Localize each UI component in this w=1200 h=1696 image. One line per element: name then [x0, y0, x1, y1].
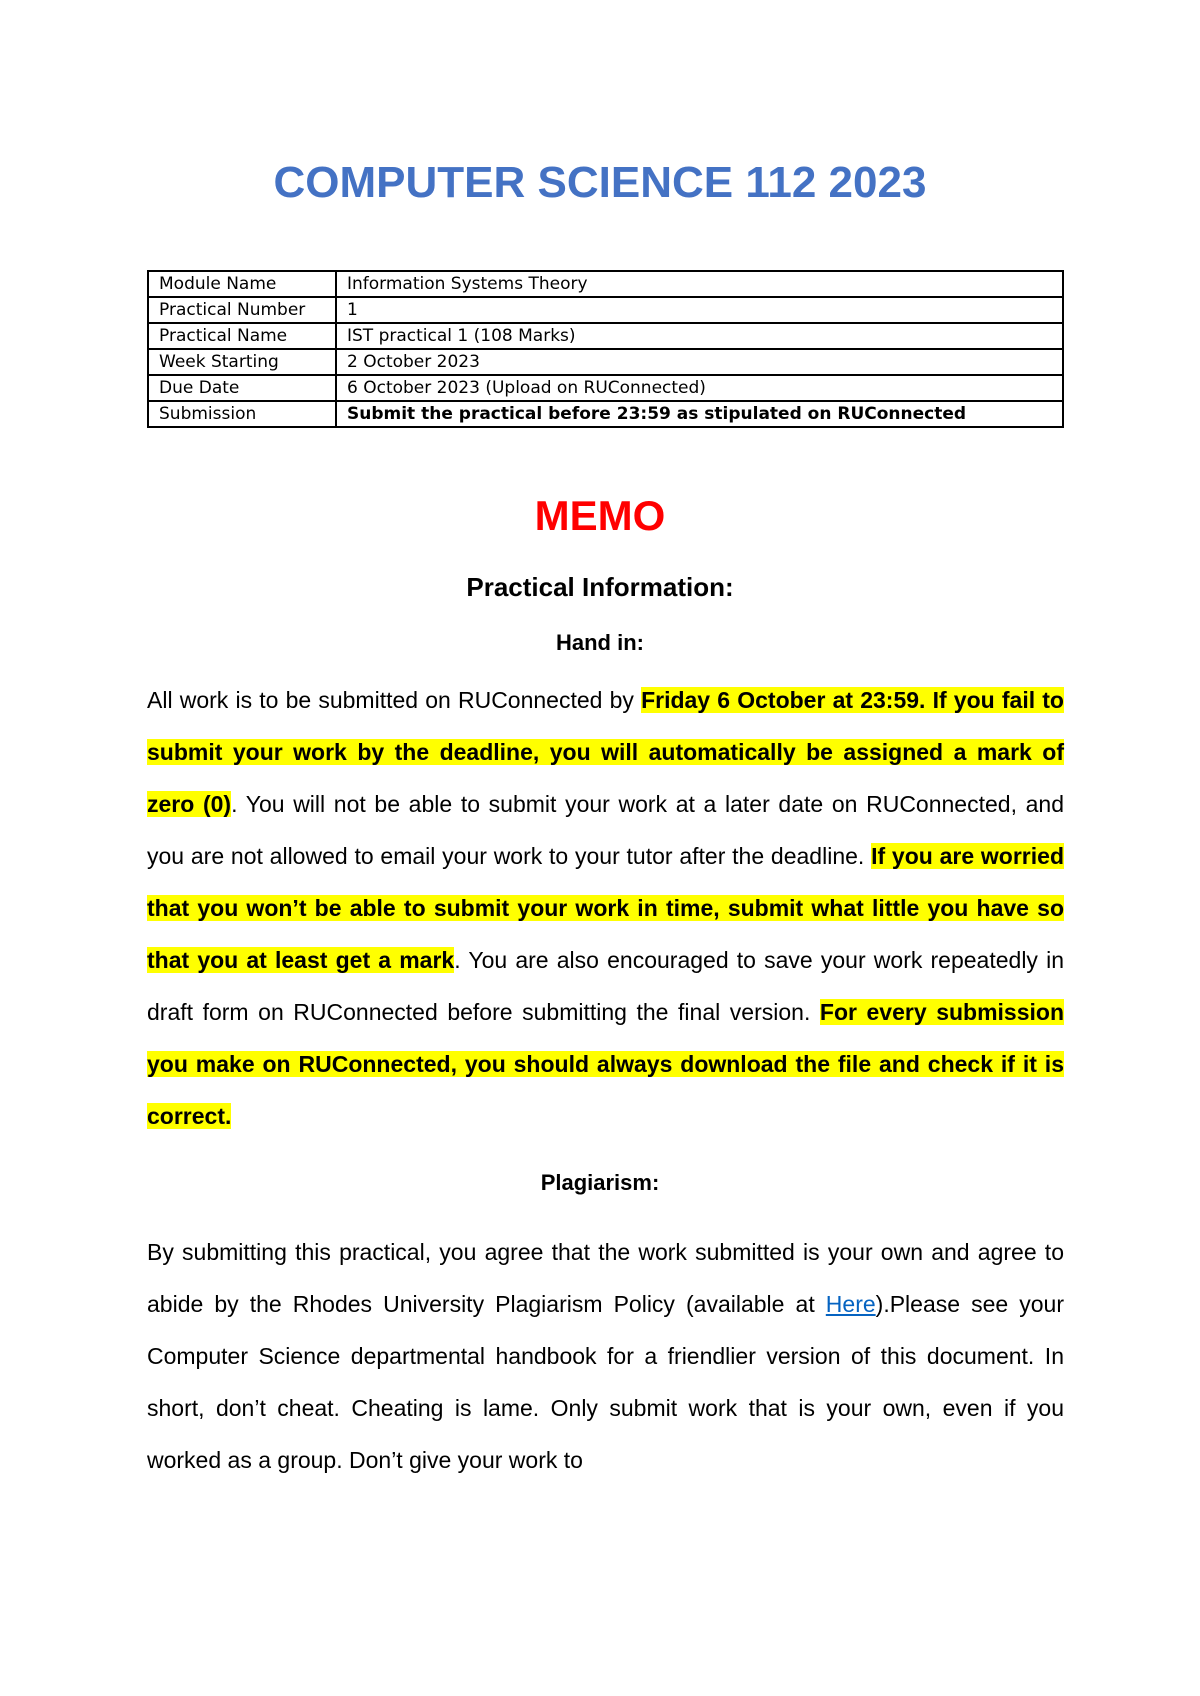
- table-label-cell: Submission: [148, 401, 336, 427]
- paragraph-text: . You are also encouraged to save your work repeatedly in draft form on RUConnected before submitting the final version.: [147, 947, 1064, 1025]
- table-label-cell: Practical Number: [148, 297, 336, 323]
- table-row: [148, 401, 1063, 427]
- plagiarism-policy-link[interactable]: Here: [825, 1291, 876, 1317]
- paragraph-text: By submitting this practical, you agree that the work submitted is your own and agree to abide by the Rhodes University Plagiarism Policy (available at: [147, 1239, 1064, 1317]
- plagiarism-paragraph: [147, 1226, 1064, 1486]
- hand-in-heading: Hand in:: [556, 630, 644, 655]
- table-row: [148, 349, 1063, 375]
- practical-info-table: [147, 270, 1064, 428]
- table-label-cell: Module Name: [148, 271, 336, 297]
- table-label-cell: Practical Name: [148, 323, 336, 349]
- highlighted-text: If you are worried that you won’t be able to submit your work in time, submit what little you have so that you at least get a mark: [147, 843, 1064, 973]
- memo-title: MEMO: [534, 492, 666, 539]
- table-value-cell: Information Systems Theory: [336, 271, 1063, 297]
- paragraph-text: ).Please see your Computer Science departmental handbook for a friendlier version of this document. In short, don’t cheat. Cheating is lame. Only submit work that is your own, even if you worked as a group. Don’t give your work to: [147, 1291, 1065, 1473]
- table-row: [148, 375, 1063, 401]
- table-value-cell: Submit the practical before 23:59 as stipulated on RUConnected: [336, 401, 1063, 427]
- table-row: [148, 323, 1063, 349]
- table-value-cell: IST practical 1 (108 Marks): [336, 323, 1063, 349]
- plagiarism-heading: Plagiarism:: [540, 1170, 660, 1195]
- hand-in-paragraph: [147, 674, 1064, 1142]
- table-value-cell: 6 October 2023 (Upload on RUConnected): [336, 375, 1063, 401]
- table-value-cell: 1: [336, 297, 1063, 323]
- practical-information-heading: Practical Information:: [466, 572, 734, 602]
- highlighted-text: For every submission you make on RUConnected, you should always download the file and check if it is correct.: [147, 999, 1065, 1129]
- highlighted-text: .: [919, 687, 933, 713]
- table-value-cell: 2 October 2023: [336, 349, 1063, 375]
- paragraph-text: . You will not be able to submit your work at a later date on RUConnected, and you are not allowed to email your work to your tutor after the deadline.: [147, 791, 1064, 869]
- table-row: [148, 271, 1063, 297]
- highlighted-text: If you fail to submit your work by the deadline, you will automatically be assigned a mark of zero (0): [147, 687, 1064, 817]
- table-row: [148, 297, 1063, 323]
- table-label-cell: Due Date: [148, 375, 336, 401]
- course-title: COMPUTER SCIENCE 112 2023: [273, 158, 927, 207]
- highlighted-text: Friday 6 October at 23:59: [641, 687, 920, 713]
- table-label-cell: Week Starting: [148, 349, 336, 375]
- paragraph-text: All work is to be submitted on RUConnected by: [147, 687, 642, 713]
